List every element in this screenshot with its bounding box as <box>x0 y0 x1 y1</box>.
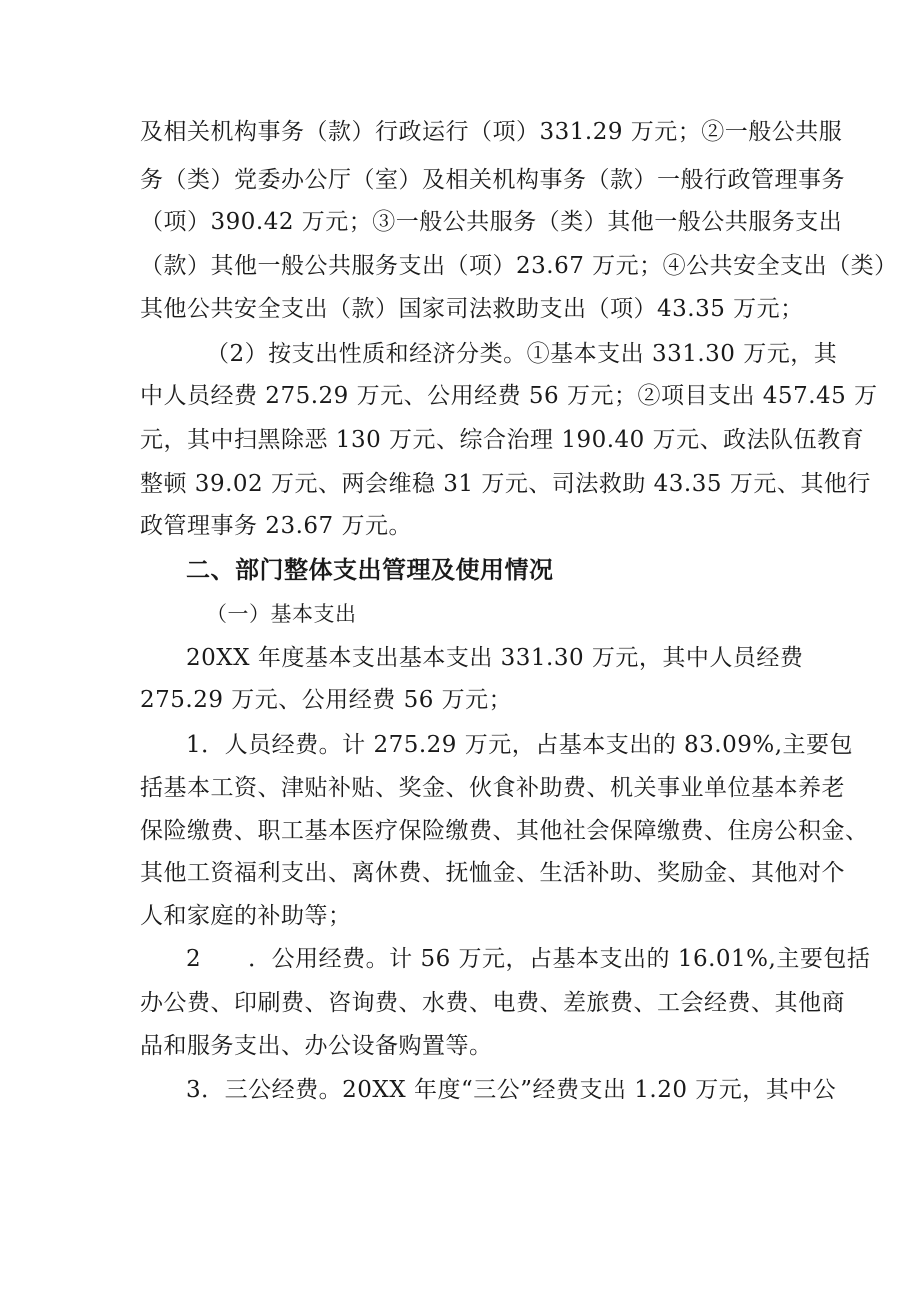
body-text-line: （项）390.42 万元；③一般公共服务（类）其他一般公共服务支出 <box>140 209 843 235</box>
body-text-line: 保险缴费、职工基本医疗保险缴费、其他社会保障缴费、住房公积金、 <box>140 818 869 844</box>
body-text-line: 政管理事务 23.67 万元。 <box>140 513 412 539</box>
body-text-line: 及相关机构事务（款）行政运行（项）331.29 万元；②一般公共服 <box>140 119 843 145</box>
subsection-heading: （一）基本支出 <box>206 602 357 626</box>
body-text-line: 人和家庭的补助等； <box>140 903 352 929</box>
body-text-line: 其他公共安全支出（款）国家司法救助支出（项）43.35 万元； <box>140 296 804 322</box>
paragraph-first-line: （2）按支出性质和经济分类。①基本支出 331.30 万元，其 <box>206 341 838 367</box>
paragraph-first-line: 20XX 年度基本支出基本支出 331.30 万元，其中人员经费 <box>186 645 804 671</box>
body-text-line: 务（类）党委办公厅（室）及相关机构事务（款）一般行政管理事务 <box>140 167 845 193</box>
body-text-line: 办公费、印刷费、咨询费、水费、电费、差旅费、工会经费、其他商 <box>140 990 845 1016</box>
body-text-line: 其他工资福利支出、离休费、抚恤金、生活补助、奖励金、其他对个 <box>140 860 845 886</box>
body-text-line: 整顿 39.02 万元、两会维稳 31 万元、司法救助 43.35 万元、其他行 <box>140 471 871 497</box>
paragraph-first-line: 3．三公经费。20XX 年度“三公”经费支出 1.20 万元，其中公 <box>186 1077 837 1103</box>
paragraph-first-line: 1．人员经费。计 275.29 万元，占基本支出的 83.09%,主要包 <box>186 732 854 758</box>
body-text-line: 括基本工资、津贴补贴、奖金、伙食补助费、机关事业单位基本养老 <box>140 775 845 801</box>
body-text-line: 275.29 万元、公用经费 56 万元； <box>140 687 513 713</box>
body-text-line: （款）其他一般公共服务支出（项）23.67 万元；④公共安全支出（类） <box>140 253 898 279</box>
body-text-line: 品和服务支出、办公设备购置等。 <box>140 1033 493 1059</box>
body-text-line: 中人员经费 275.29 万元、公用经费 56 万元；②项目支出 457.45 万 <box>140 383 878 409</box>
section-heading: 二、部门整体支出管理及使用情况 <box>186 556 554 584</box>
body-text-line: 元，其中扫黑除恶 130 万元、综合治理 190.40 万元、政法队伍教育 <box>140 427 865 453</box>
paragraph-first-line: 2 ．公用经费。计 56 万元，占基本支出的 16.01%,主要包括 <box>186 946 871 972</box>
